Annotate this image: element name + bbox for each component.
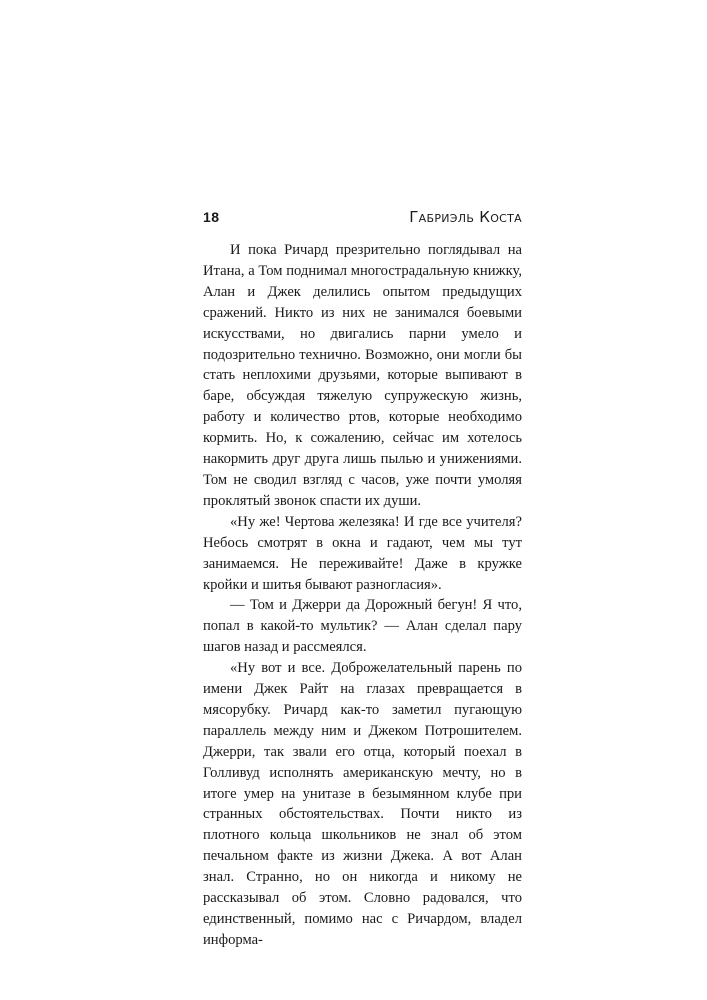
body-text bbox=[203, 240, 522, 951]
page-number: 18 bbox=[203, 209, 220, 225]
running-head-author: Габриэль Коста bbox=[409, 208, 522, 226]
paragraph: И пока Ричард презрительно поглядывал на Итана, а Том поднимал многострадальную книжку, Алан и Джек делились опытом предыдущих сражений. Никто из них не занимался боевыми искусствами, но двигались парни умело и подозрительно технично. Возможно, они могли бы стать неплохими друзьями, которые выпивают в баре, обсуждая тяжелую супружескую жизнь, работу и количество ртов, которые необходимо кормить. Но, к сожалению, сейчас им хотелось накормить друг друга лишь пылью и унижениями. Том не сводил взгляд с часов, уже почти умоляя проклятый звонок спасти их души. bbox=[203, 242, 522, 509]
paragraph: «Ну же! Чертова железяка! И где все учителя? Небось смотрят в окна и гадают, чем мы тут занимаемся. Не переживайте! Даже в кружке кройки и шитья бывают разногласия». bbox=[203, 513, 522, 593]
paragraph: — Том и Джерри да Дорожный бегун! Я что, попал в какой-то мультик? — Алан сделал пару шагов назад и рассмеялся. bbox=[203, 597, 522, 656]
paragraph: «Ну вот и все. Доброжелательный парень по имени Джек Райт на глазах превращается в мясорубку. Ричард как-то заметил пугающую параллель между ним и Джеком Потрошителем. Джерри, так звали его отца, который поехал в Голливуд исполнять американскую мечту, но в итоге умер на унитазе в безымянном клубе при странных обстоятельствах. Почти никто из плотного кольца школьников не знал об этом печальном факте из жизни Джека. А вот Алан знал. Странно, но он никогда и никому не рассказывал об этом. Словно радовался, что единственный, помимо нас с Ричардом, владел информа- bbox=[203, 660, 522, 948]
book-page bbox=[203, 205, 522, 951]
page-header bbox=[203, 205, 522, 231]
